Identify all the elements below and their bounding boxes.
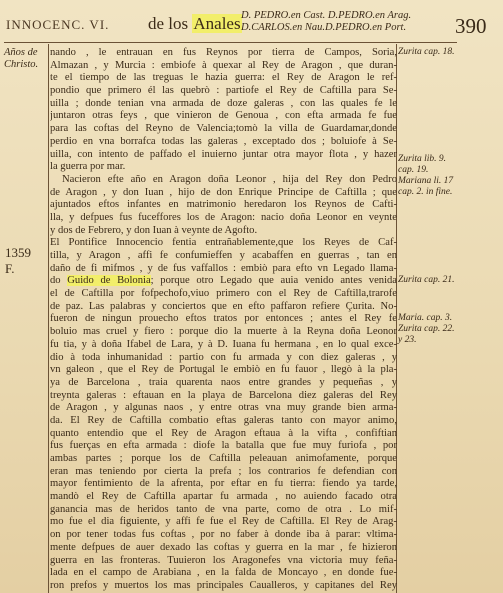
margin-ref: Maria. cap. 3. — [398, 313, 453, 323]
text-line: para las coftas del Reyno de Valencia;tomò la villa de Guardamar,donde — [50, 123, 397, 135]
paragraph-1 — [50, 47, 397, 174]
text-line: da. El Rey de Caftilla combatio eftas galeras tanto con mayor animo, — [50, 414, 397, 426]
text-line: quanto entendio que el Rey de Aragon eftaua à la vifta , confiftian — [50, 427, 397, 439]
text-line: fueron de ningun prouecho eftos tratos por entonces ; antes el Rey fe — [50, 313, 397, 325]
text-line: on por tener todas fus coftas , por no faber à donde iba à parar: vltima- — [50, 529, 397, 541]
text-line: guerra en las fronteras. Tuuieron los Aragonefes vna victoria muy feña- — [50, 554, 397, 566]
margin-ref: Mariana li. 17 — [398, 176, 454, 186]
text-line: uilla ; donde tenian vna armada de doze galeras , con las quales fe le — [50, 97, 397, 109]
title-highlight: Anales — [193, 14, 241, 33]
margin-ref: Zurita lib. 9. — [398, 154, 447, 164]
text-line: mo fue el dia figuiente, y affi fe fue el Rey de Caftilla. El Rey de Arag- — [50, 516, 397, 528]
text-line: tilla, y Aragon , affi fe confumieffen y acabaffen en guerras , tan en — [50, 250, 397, 261]
left-margin-rule — [48, 44, 49, 593]
text-line: lada en el campo de Arabiana , en la falda de Moncayo , en donde fue- — [50, 567, 397, 579]
text-fragment: ; porque otro Legado que auia venido antes venida — [150, 275, 397, 287]
text-line: Nacieron efte año en Aragon doña Leonor , hija del Rey don Pedro — [62, 173, 397, 185]
text-line: ganancia mas de heridos tanto de vna parte, como de otra . Lo mif- — [50, 503, 397, 515]
text-line: el de Caftilla por fofpechofo,viuo primero con el Rey de Caftilla,trarofe — [50, 288, 397, 300]
text-line: de Aragon , y algunas naos , y entre otras vna muy grande bien arma- — [50, 402, 397, 414]
margin-ref: Zurita cap. 21. — [398, 275, 455, 285]
text-line: la guerra por mar. — [50, 161, 126, 173]
text-line: de paz. Las palabras y conciertos que en efto paffaron refiere Çurita. No- — [50, 300, 397, 312]
highlighted-name: Guido de Bolonia — [67, 275, 151, 287]
text-line: ron prefos y muertos los mas principales Caualleros, y capitanes del Rey — [50, 579, 397, 591]
margin-note-christo: Christo. — [4, 59, 39, 70]
margin-ref: cap. 2. in fine. — [398, 187, 453, 197]
text-line: de Aragon , y don Iuan , hijo de don Enrique Principe de Caftilla ; que — [50, 186, 397, 198]
text-line: daño de fi mifmos , y de fus vaffallos : embiò para efto vn Legado llama- — [50, 262, 397, 274]
text-line: uilla, con intento de paffado el inuierno juntar otra mayor flota , y hazer — [50, 148, 397, 160]
header-rule — [4, 42, 457, 43]
paragraph-3 — [50, 237, 397, 592]
running-header — [0, 0, 503, 42]
paragraph-2 — [50, 174, 397, 237]
text-line: nando , le entrauan en fus Reynos por tierra de Campos, Soria, — [50, 47, 397, 58]
text-line: ambas partes ; porque los de Caftilla peleauan animofamente, porque — [50, 453, 397, 464]
text-line: treynta galeras : eftauan en la playa de Barcelona diez galeras del Rey — [50, 389, 397, 401]
text-line: El Pontifice Innocencio fentia entrañablemente,que los Reyes de Caf- — [50, 237, 397, 249]
pope-name: INNOCENC. VI. — [6, 17, 110, 32]
margin-letter: F. — [5, 261, 15, 276]
text-line: mandò el Rey de Caftilla apartar fu armada , no auiendo facado otra — [50, 491, 397, 503]
text-line: eran mas teniendo por cierta la prefa ; los contrarios fe defendian con — [50, 465, 397, 477]
text-line: Almazan , y Murcia : embiofe à quexar al Rey de Aragon , que duran- — [50, 59, 397, 71]
text-line: mayor fentimiento de la afrenta, por eftar en fu tierra: fiendo ya tarde, — [50, 478, 397, 490]
text-line: juntaron otras feys , que vinieron de Genoua , con efta armada fe fue — [50, 110, 397, 122]
text-line: fu tia, y à doña Ifabel de Lara, y à D. Iuana fu hermana , en lo qual exce- — [50, 338, 397, 350]
folio-number: 390 — [455, 14, 487, 38]
text-line: perdio en vna borrafca todas las galeras , exceptado dos ; boluiofe à Se- — [50, 135, 397, 147]
text-line: ajuntados eftos infantes en matrimonio heredaron los Reynos de Cafti- — [50, 199, 397, 211]
text-line: dio à toda inhumanidad : partio con fu armada y con diez galeras , y — [50, 351, 397, 363]
text-line: boluio mas cruel y fiero : porque dio la muerte à la Reyna doña Leonor — [50, 326, 397, 338]
text-line: y dos de Febrero, y don Iuan à veynte de Agofto. — [50, 224, 258, 236]
text-line: pondio que primero él las quebrò : partiofe el Rey de Caftilla para Se- — [50, 85, 397, 97]
text-fragment: do — [50, 275, 68, 287]
running-title — [148, 14, 242, 34]
text-line: fus fuerças en efta armada : diofe la batalla que fue muy furiofa , por — [50, 440, 397, 452]
text-line: ya de Barcelona , traia quarenta naos entre grandes y pequeñas , y — [50, 376, 397, 388]
margin-ref: Zurita cap. 18. — [398, 47, 455, 57]
kings-line-2: D.CARLOS.en Nau.D.PEDRO.en Port. — [241, 22, 407, 33]
text-line: mente defpues de auer dexado las coftas y guerra en la mar , fe hizieron — [50, 541, 397, 553]
text-line: lla, y defpues fus fuceffores los de Aragon: nacio doña Leonor en veynte — [50, 211, 397, 223]
text-line: vn galeon , que el Rey de Portugal le embiò en fu fauor , llegò à la pla- — [50, 364, 397, 376]
margin-year: 1359 — [5, 245, 31, 260]
text-line: te el tiempo de las treguas le hazia guerra: el Rey de Aragon le ref- — [50, 72, 397, 84]
margin-ref: Zurita cap. 22. — [398, 324, 455, 334]
margin-note-anos: Años de — [4, 47, 38, 58]
margin-ref: cap. 19. — [398, 165, 429, 175]
kings-line-1: D. PEDRO.en Cast. D.PEDRO.en Arag. — [241, 10, 412, 21]
kings-list — [241, 10, 411, 34]
title-prefix: de los — [148, 14, 193, 33]
body-text — [50, 47, 397, 593]
margin-ref: y 23. — [398, 335, 417, 345]
text-line — [50, 275, 397, 288]
